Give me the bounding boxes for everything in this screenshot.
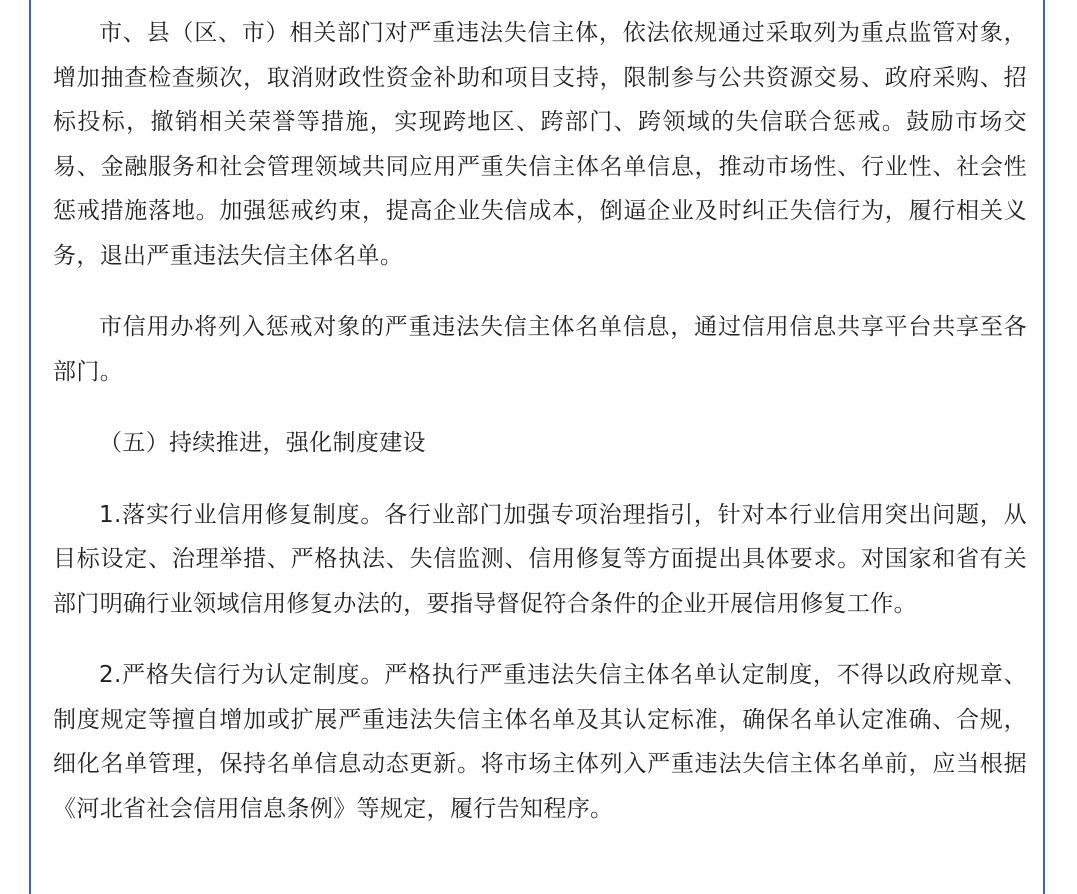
section-heading: （五）持续推进，强化制度建设 <box>99 430 426 456</box>
paragraph-info-sharing: 市信用办将列入惩戒对象的严重违法失信主体名单信息，通过信用信息共享平台共享至各部门。 <box>53 314 1027 385</box>
paragraph-gap <box>53 466 1027 493</box>
paragraph-dishonesty-determination: 2.严格失信行为认定制度。严格执行严重违法失信主体名单认定制度，不得以政府规章、制度规定等擅自增加或扩展严重违法失信主体名单及其认定标准，确保名单认定准确、合规，细化名单管理，保持名单信息动态更新。将市场主体列入严重违法失信主体名单前，应当根据《河北省社会信用信息条例》等规定，履行告知程序。 <box>53 662 1027 822</box>
page-border-left <box>29 0 31 894</box>
paragraph-gap <box>53 394 1027 421</box>
paragraph-gap <box>53 626 1027 653</box>
paragraph-joint-punishment: 市、县（区、市）相关部门对严重违法失信主体，依法依规通过采取列为重点监管对象，增加抽查检查频次，取消财政性资金补助和项目支持，限制参与公共资源交易、政府采购、招标投标，撤销相关荣誉等措施，实现跨地区、跨部门、跨领域的失信联合惩戒。鼓励市场交易、金融服务和社会管理领域共同应用严重失信主体名单信息，推动市场性、行业性、社会性惩戒措施落地。加强惩戒约束，提高企业失信成本，倒逼企业及时纠正失信行为，履行相关义务，退出严重违法失信主体名单。 <box>53 20 1027 269</box>
paragraph-gap <box>53 278 1027 305</box>
paragraph-credit-repair: 1.落实行业信用修复制度。各行业部门加强专项治理指引，针对本行业信用突出问题，从目标设定、治理举措、严格执法、失信监测、信用修复等方面提出具体要求。对国家和省有关部门明确行业领域信用修复办法的，要指导督促符合条件的企业开展信用修复工作。 <box>53 501 1027 617</box>
document-body <box>53 11 1027 831</box>
page-border-right <box>1043 0 1045 894</box>
